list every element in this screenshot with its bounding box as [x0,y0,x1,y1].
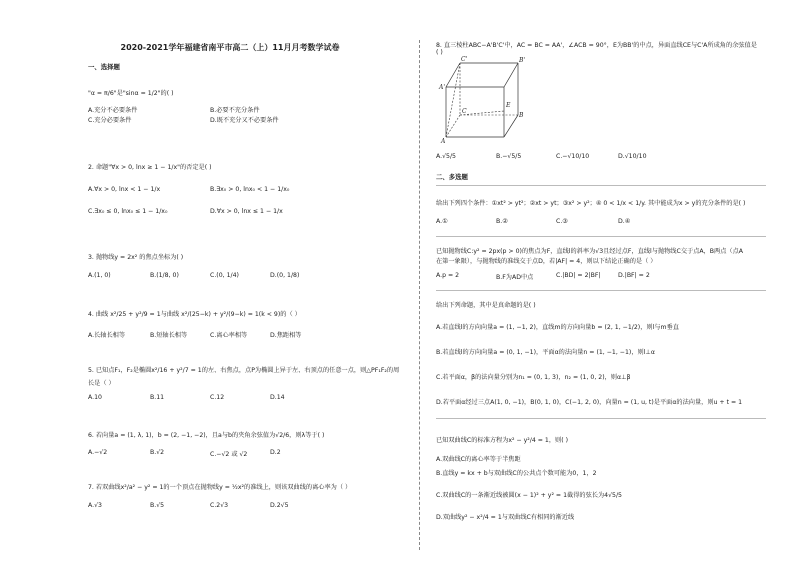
question-11: 给出下列命题，其中是真命题的是( ) [436,302,536,309]
rule-line [436,418,766,419]
q8-option-b: B.−√5/5 [496,153,522,160]
question-9: 给出下列四个条件：①xt² > yt²；②xt > yt；③x² > y²；④ 0 < 1/x < 1/y. 其中能成为x > y的充分条件的是( ) [436,200,746,207]
q9-option-b: B.② [496,218,508,225]
label-b-prime: B' [519,57,526,64]
q11-option-a: A.若直线l的方向向量a = (1, −1, 2)，直线m的方向向量b = (2, 1, −1/2)，则l与m垂直 [436,324,679,331]
q3-option-b: B.(1/8, 0) [150,272,179,279]
q9-option-d: D.④ [618,218,631,225]
q11-option-b: B.若直线l的方向向量a = (0, 1, −1)，平面α的法向量n = (1, −1, −1)，则l⊥α [436,349,655,356]
q3-option-a: A.(1, 0) [88,272,111,279]
label-a: A [441,138,446,145]
q10-option-d: D.|BF| = 2 [618,272,650,279]
q9-option-a: A.① [436,218,448,225]
q11-option-c: C.若平面α，β的法向量分别为n₁ = (0, 1, 3)，n₂ = (1, 0, 2)，则α⊥β [436,374,631,381]
question-1: "α = π/6"是"sinα = 1/2"的( ) [88,90,174,97]
section-heading-multi: 二、多选题 [436,173,468,181]
q4-option-d: D.焦距相等 [270,332,302,339]
q4-option-a: A.长轴长相等 [88,332,126,339]
rule-line [436,290,766,291]
question-10-cont: 在第一象限），与抛物线的准线交于点D，若|AF| = 4，则以下结论正确的是（ ） [436,258,657,265]
q1-option-c: C.充分必要条件 [88,117,132,124]
question-7: 7. 若双曲线x²/a² − y² = 1的一个顶点在抛物线y = ½x²的准线上，则该双曲线的离心率为（ ） [88,484,352,491]
q6-option-c: C.−√2 或 √2 [210,451,248,458]
prism-figure [438,55,528,145]
q2-option-d: D.∀x > 0, lnx ≤ 1 − 1/x [210,208,283,215]
q1-option-b: B.必要不充分条件 [210,107,260,114]
q9-option-c: C.③ [556,218,568,225]
question-12: 已知双曲线C的标准方程为x² − y²/4 = 1，则( ) [436,437,569,444]
label-b: B [519,112,524,119]
q10-option-b: B.F为AD中点 [496,274,534,281]
q6-option-b: B.√2 [150,449,165,456]
q7-option-a: A.√3 [88,502,102,509]
q1-option-d: D.既不充分又不必要条件 [210,117,279,124]
q5-option-d: D.14 [270,394,285,401]
q1-option-a: A.充分不必要条件 [88,107,138,114]
question-6: 6. 若向量a = (1, λ, 1)，b = (2, −1, −2)，且a与b的夹角余弦值为√2/6，则λ等于( ) [88,432,325,439]
q12-option-a: A.双曲线C的离心率等于半焦距 [436,456,521,463]
label-c: C [462,108,467,115]
q5-option-a: A.10 [88,394,102,401]
q3-option-c: C.(0, 1/4) [210,272,239,279]
q4-option-b: B.短轴长相等 [150,332,188,339]
question-2: 2. 命题"∀x > 0, lnx ≥ 1 − 1/x"的否定是( ) [88,164,212,171]
q4-option-c: C.离心率相等 [210,332,248,339]
question-8: 8. 直三棱柱ABC−A'B'C'中，AC = BC = AA'，∠ACB = 90°，E为BB'的中点，异面直线CE与C'A所成角的余弦值是 [436,42,757,49]
label-a-prime: A' [439,84,445,91]
section-heading-choice: 一、选择题 [88,63,120,71]
q12-option-d: D.双曲线y² − x²/4 = 1与双曲线C有相同的渐近线 [436,514,575,521]
q6-option-a: A.−√2 [88,449,108,456]
label-c-prime: C' [461,56,468,63]
q3-option-d: D.(0, 1/8) [270,272,300,279]
column-divider [419,40,420,550]
q8-option-d: D.√10/10 [618,153,647,160]
q7-option-d: D.2√5 [270,502,289,509]
q7-option-c: C.2√3 [210,502,229,509]
q10-option-a: A.p = 2 [436,272,460,279]
q8-option-c: C.−√10/10 [556,153,590,160]
q10-option-c: C.|BD| = 2|BF| [556,272,601,279]
question-8-cont: ( ) [436,49,443,56]
question-5-cont: 长是（ ） [88,380,115,387]
q2-option-a: A.∀x > 0, lnx < 1 − 1/x [88,186,161,193]
q12-option-c: C.双曲线C的一条渐近线被圆(x − 1)² + y² = 1截得的弦长为4√5/5 [436,492,622,499]
label-e: E [506,102,511,109]
q6-option-d: D.2 [270,449,281,456]
rule-line [436,236,766,237]
question-10: 已知抛物线C:y² = 2px(p > 0)的焦点为F，直线l的斜率为√3且经过点F，直线l与抛物线C交于点A，B两点（点A [436,248,744,255]
q2-option-c: C.∃x₀ ≤ 0, lnx₀ ≤ 1 − 1/x₀ [88,208,168,215]
question-3: 3. 抛物线y = 2x² 的焦点坐标为( ) [88,254,184,261]
q11-option-d: D.若平面α经过三点A(1, 0, −1)，B(0, 1, 0)，C(−1, 2, 0)，向量n = (1, u, t)是平面α的法向量，则u + t = 1 [436,399,743,406]
question-5: 5. 已知点F₁，F₂是椭圆x²/16 + y²/7 = 1的左、右焦点，点P为椭圆上异于左、右顶点的任意一点，则△PF₁F₂的周 [88,367,400,374]
exam-title: 2020-2021学年福建省南平市高二（上）11月月考数学试卷 [120,43,340,52]
q8-option-a: A.√5/5 [436,153,456,160]
q7-option-b: B.√5 [150,502,165,509]
q5-option-b: B.11 [150,394,165,401]
q12-option-b: B.直线y = kx + b与双曲线C的公共点个数可能为0，1，2 [436,470,597,477]
question-4: 4. 曲线 x²/25 + y²/9 = 1与曲线 x²/(25−k) + y²/(9−k) = 1(k < 9)的（ ） [88,311,301,318]
q5-option-c: C.12 [210,394,225,401]
rule-line [436,185,766,186]
q2-option-b: B.∃x₀ > 0, lnx₀ < 1 − 1/x₀ [210,186,290,193]
